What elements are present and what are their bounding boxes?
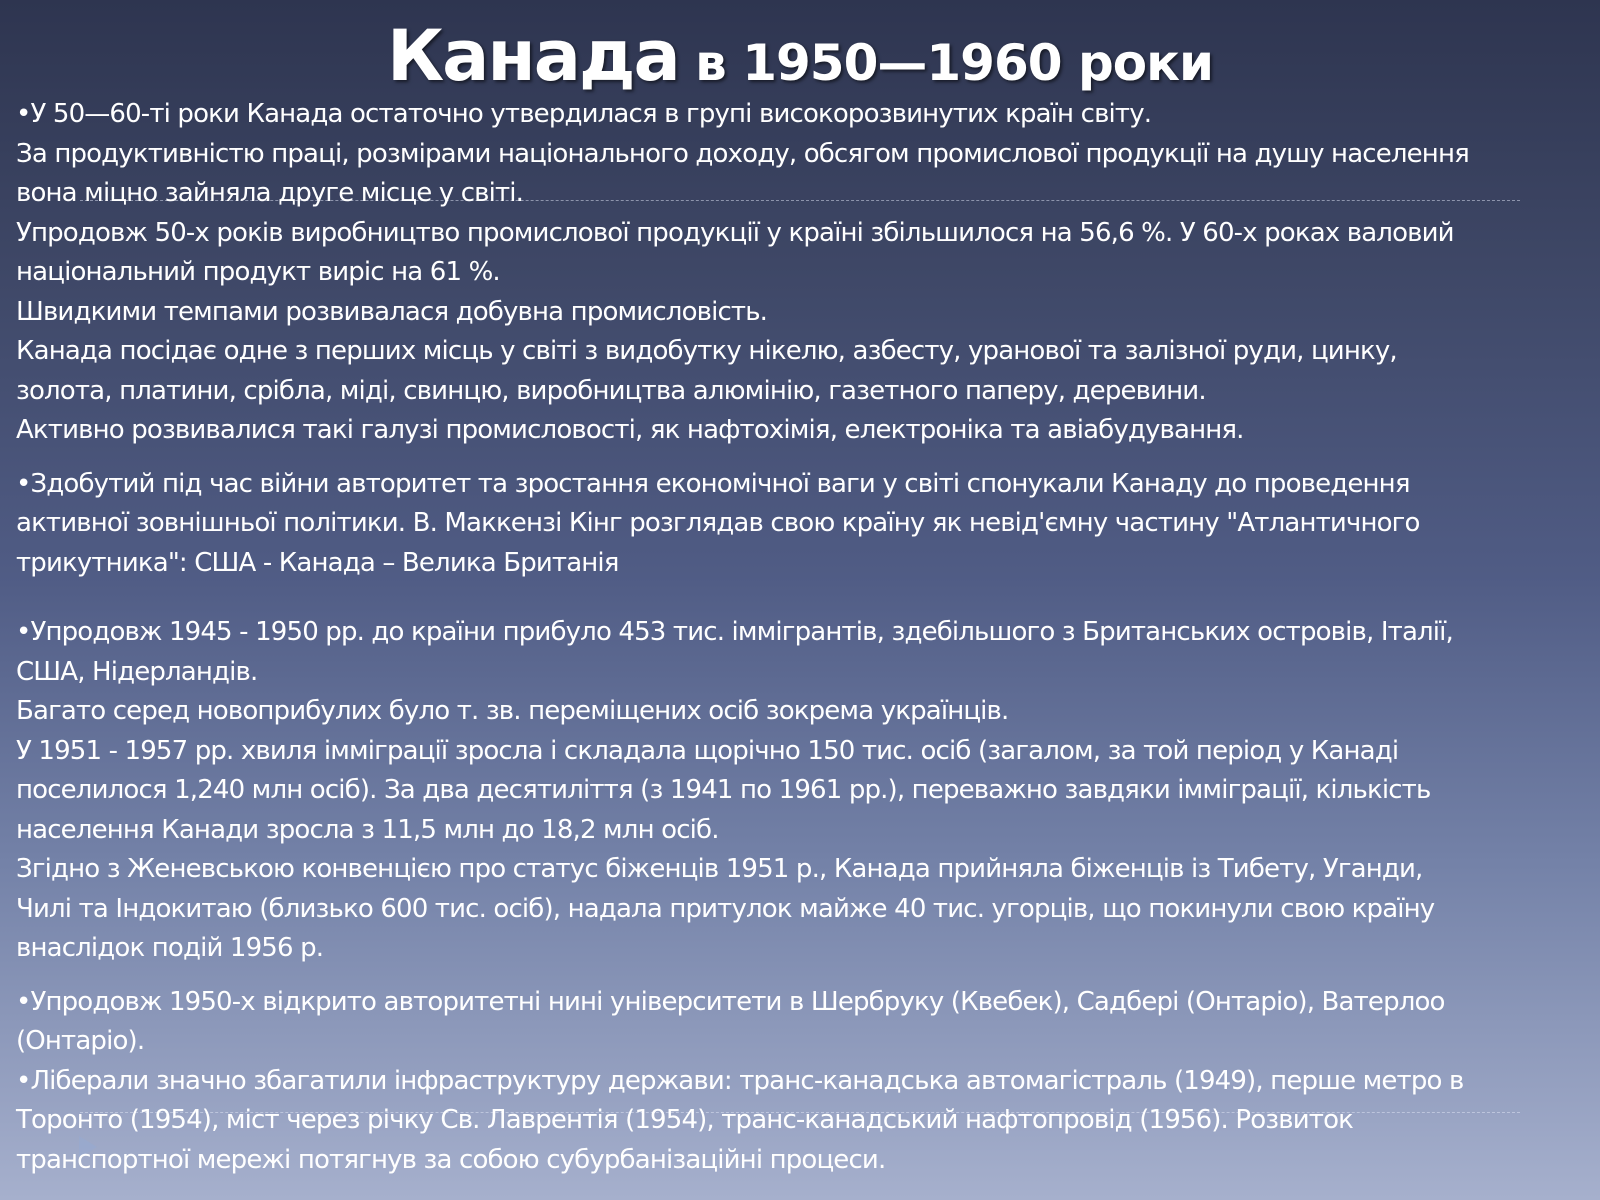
paragraph-economy [16, 95, 1596, 451]
text-line: Чилі та Індокитаю (близько 600 тис. осіб), надала притулок майже 40 тис. угорців, що покинули свою країну [16, 893, 1435, 924]
paragraph-foreign-policy [16, 465, 1596, 584]
text-line: Торонто (1954), міст через річку Св. Лаврентія (1954), транс-канадський нафтопровід (1956). Розвиток [16, 1105, 1353, 1135]
text-line: вона міцно зайняла друге місце у світі. [16, 178, 524, 208]
text-line: поселилося 1,240 млн осіб). За два десятиліття (з 1941 по 1961 рр.), переважно завдяки імміграції, кількість [16, 775, 1431, 805]
title-main: Канада [386, 15, 679, 97]
paragraph-immigration [16, 613, 1596, 969]
text-line: Багато серед новоприбулих було т. зв. переміщених осіб зокрема українців. [16, 696, 1009, 726]
text-line: •Здобутий під час війни авторитет та зростання економічної ваги у світі спонукали Канаду до проведення [16, 468, 1410, 499]
text-line: транспортної мережі потягнув за собою субурбанізаційні процеси. [16, 1144, 886, 1175]
text-line: Канада посідає одне з перших місць у світі з видобутку нікелю, азбесту, уранової та залізної руди, цинку, [16, 336, 1397, 366]
text-line: За продуктивністю праці, розмірами національного доходу, обсягом промислової продукції на душу населення [16, 138, 1469, 169]
text-line: активної зовнішньої політики. В. Маккензі Кінг розглядав свою країну як невід'ємну частину "Атлантичного [16, 508, 1420, 538]
text-line: трикутника": США - Канада – Велика Британія [16, 547, 619, 578]
text-line: внаслідок подій 1956 р. [16, 933, 324, 963]
text-line: •У 50—60-ті роки Канада остаточно утвердилася в групі високорозвинутих країн світу. [16, 99, 1152, 129]
text-line: •Упродовж 1950-х відкрито авторитетні нині університети в Шербруку (Квебек), Садбері (Онтаріо), Ватерлоо [16, 986, 1445, 1017]
text-line: (Онтаріо). [16, 1026, 145, 1056]
text-line: золота, платини, срібла, міді, свинцю, виробництва алюмінію, газетного паперу, деревини. [16, 375, 1206, 406]
paragraph-infrastructure [16, 1062, 1596, 1181]
text-line: •Упродовж 1945 - 1950 рр. до країни прибуло 453 тис. іммігрантів, здебільшого з Британських островів, Італії, [16, 617, 1453, 647]
text-line: національний продукт виріс на 61 %. [16, 257, 500, 287]
text-line: населення Канади зросла з 11,5 млн до 18,2 млн осіб. [16, 814, 719, 845]
slide-body [16, 95, 1596, 1180]
text-line: У 1951 - 1957 рр. хвиля імміграції зросла і складала щорічно 150 тис. осіб (загалом, за той період у Канаді [16, 735, 1399, 766]
text-line: Згідно з Женевською конвенцією про статус біженців 1951 р., Канада прийняла біженців із Тибету, Уганди, [16, 854, 1423, 884]
title-rest: в 1950—1960 роки [678, 34, 1214, 92]
paragraph-universities [16, 983, 1596, 1062]
text-line: Швидкими темпами розвивалася добувна промисловість. [16, 296, 768, 327]
text-line: •Ліберали значно збагатили інфраструктуру держави: транс-канадська автомагістраль (1949), перше метро в [16, 1065, 1464, 1096]
text-line: Активно розвивалися такі галузі промисловості, як нафтохімія, електроніка та авіабудування. [16, 415, 1244, 445]
slide-title [0, 15, 1600, 97]
text-line: Упродовж 50-х років виробництво промислової продукції у країні збільшилося на 56,6 %. У 60-х роках валовий [16, 217, 1454, 248]
text-line: США, Нідерландів. [16, 656, 258, 687]
